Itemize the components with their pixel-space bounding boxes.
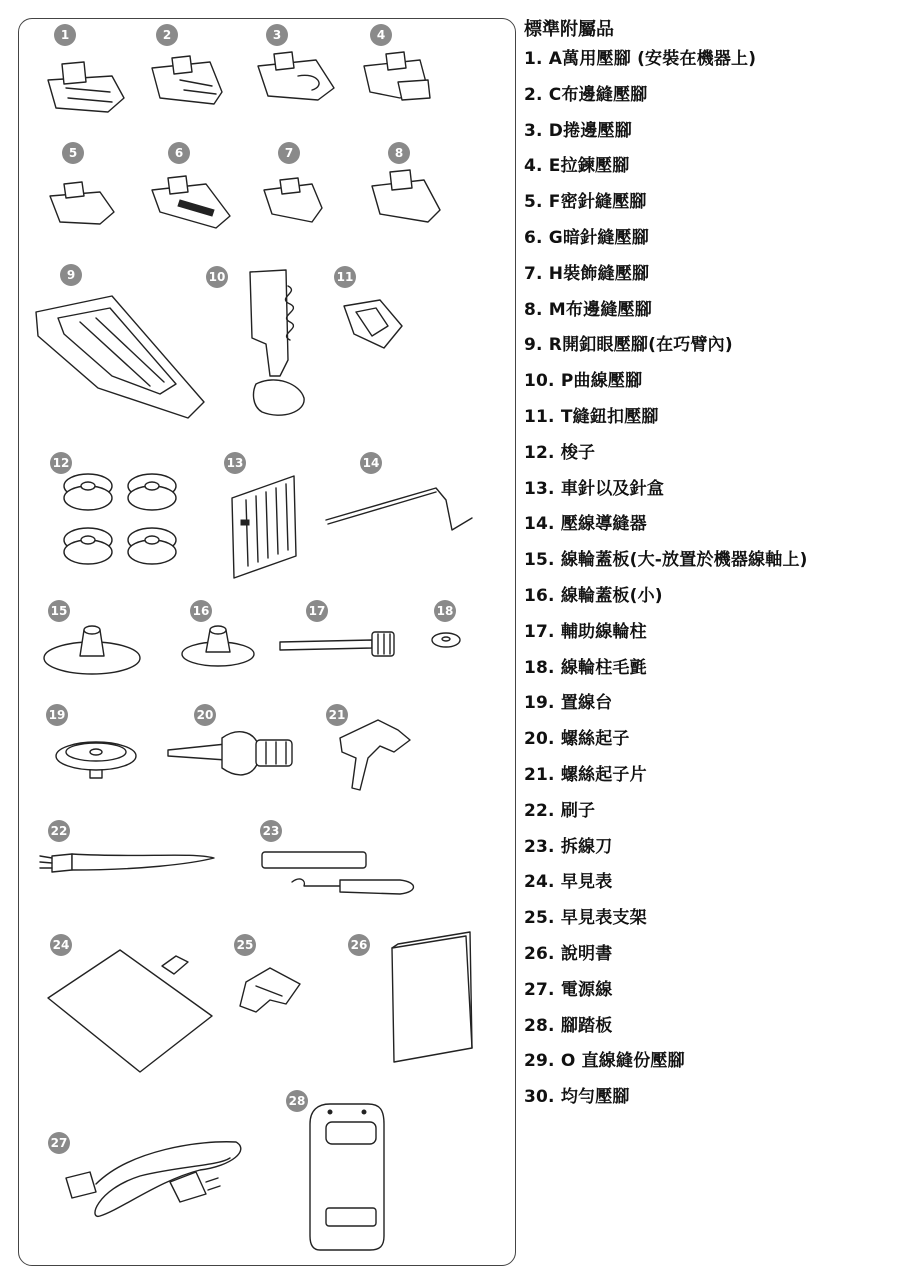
badge-10: 10	[206, 266, 228, 288]
badge-25: 25	[234, 934, 256, 956]
list-heading: 標準附屬品	[524, 19, 614, 40]
presser-foot-c-drawing	[152, 56, 222, 104]
chart-stand-drawing	[240, 968, 300, 1012]
badge-20: 20	[194, 704, 216, 726]
badge-15: 15	[48, 600, 70, 622]
presser-foot-h-drawing	[264, 178, 322, 222]
spool-felt-drawing	[432, 633, 460, 647]
badge-18: 18	[434, 600, 456, 622]
list-item: 9. R開釦眼壓腳(在巧臂內)	[524, 335, 733, 356]
bobbins-drawing	[64, 474, 176, 564]
badge-3: 3	[266, 24, 288, 46]
spool-cap-small-drawing	[182, 626, 254, 666]
list-item: 23. 拆線刀	[524, 836, 613, 857]
badge-6: 6	[168, 142, 190, 164]
badge-16: 16	[190, 600, 212, 622]
list-item: 2. C布邊縫壓腳	[524, 84, 648, 105]
quilting-guide-drawing	[326, 488, 472, 530]
accessory-list	[524, 18, 896, 1116]
list-item: 18. 線輪柱毛氈	[524, 657, 647, 678]
badge-19: 19	[46, 704, 68, 726]
list-item: 16. 線輪蓋板(小)	[524, 585, 663, 606]
badge-28: 28	[286, 1090, 308, 1112]
badge-13: 13	[224, 452, 246, 474]
instruction-manual-drawing	[392, 932, 472, 1062]
list-item: 30. 均勻壓腳	[524, 1087, 630, 1108]
list-item: 20. 螺絲起子	[524, 729, 630, 750]
foot-control-drawing	[310, 1104, 384, 1250]
list-item: 11. T縫鈕扣壓腳	[524, 406, 659, 427]
presser-foot-r-drawing	[36, 296, 204, 418]
needle-case-drawing	[232, 476, 296, 578]
badge-7: 7	[278, 142, 300, 164]
badge-12: 12	[50, 452, 72, 474]
list-item: 17. 輔助線輪柱	[524, 621, 647, 642]
list-item: 5. F密針縫壓腳	[524, 192, 647, 213]
badge-17: 17	[306, 600, 328, 622]
badge-26: 26	[348, 934, 370, 956]
badge-23: 23	[260, 820, 282, 842]
spool-cap-large-drawing	[44, 626, 140, 674]
screwdriver-plate-drawing	[340, 720, 410, 790]
brush-drawing	[40, 854, 214, 872]
spool-pin-drawing	[280, 632, 394, 656]
presser-foot-m-drawing	[372, 170, 440, 222]
list-item: 21. 螺絲起子片	[524, 764, 647, 785]
list-item: 6. G暗針縫壓腳	[524, 227, 649, 248]
list-item: 8. M布邊縫壓腳	[524, 299, 652, 320]
list-item: 13. 車針以及針盒	[524, 478, 665, 499]
list-item: 7. H裝飾縫壓腳	[524, 263, 650, 284]
list-item: 27. 電源線	[524, 979, 613, 1000]
reference-chart-drawing	[48, 950, 212, 1072]
badge-2: 2	[156, 24, 178, 46]
badge-11: 11	[334, 266, 356, 288]
badge-1: 1	[54, 24, 76, 46]
list-item: 29. O 直線縫份壓腳	[524, 1051, 685, 1072]
list-item: 3. D捲邊壓腳	[524, 120, 632, 141]
presser-foot-a-drawing	[48, 62, 124, 112]
badge-22: 22	[48, 820, 70, 842]
presser-foot-p-drawing	[250, 270, 304, 415]
presser-foot-f-drawing	[50, 182, 114, 224]
badge-4: 4	[370, 24, 392, 46]
badge-5: 5	[62, 142, 84, 164]
badge-21: 21	[326, 704, 348, 726]
list-item: 26. 說明書	[524, 943, 613, 964]
presser-foot-d-drawing	[258, 52, 334, 100]
list-item: 4. E拉鍊壓腳	[524, 156, 630, 177]
badge-8: 8	[388, 142, 410, 164]
presser-foot-g-drawing	[152, 176, 230, 228]
list-item: 1. A萬用壓腳 (安裝在機器上)	[524, 49, 757, 69]
badge-27: 27	[48, 1132, 70, 1154]
list-item: 24. 早見表	[524, 872, 613, 893]
badge-24: 24	[50, 934, 72, 956]
badge-9: 9	[60, 264, 82, 286]
list-item: 22. 刷子	[524, 800, 596, 821]
list-item: 14. 壓線導縫器	[524, 514, 647, 535]
power-cord-drawing	[66, 1142, 241, 1217]
screwdriver-drawing	[168, 732, 292, 775]
spool-stand-drawing	[56, 742, 136, 778]
list-item: 10. P曲線壓腳	[524, 371, 643, 392]
presser-foot-t-drawing	[344, 300, 402, 348]
list-item: 25. 早見表支架	[524, 908, 647, 929]
list-item: 28. 腳踏板	[524, 1015, 613, 1036]
badge-14: 14	[360, 452, 382, 474]
list-item: 15. 線輪蓋板(大-放置於機器線軸上)	[524, 550, 808, 571]
list-item: 19. 置線台	[524, 693, 613, 714]
list-item: 12. 梭子	[524, 442, 596, 463]
presser-foot-e-drawing	[364, 52, 430, 100]
seam-ripper-drawing	[262, 852, 414, 894]
